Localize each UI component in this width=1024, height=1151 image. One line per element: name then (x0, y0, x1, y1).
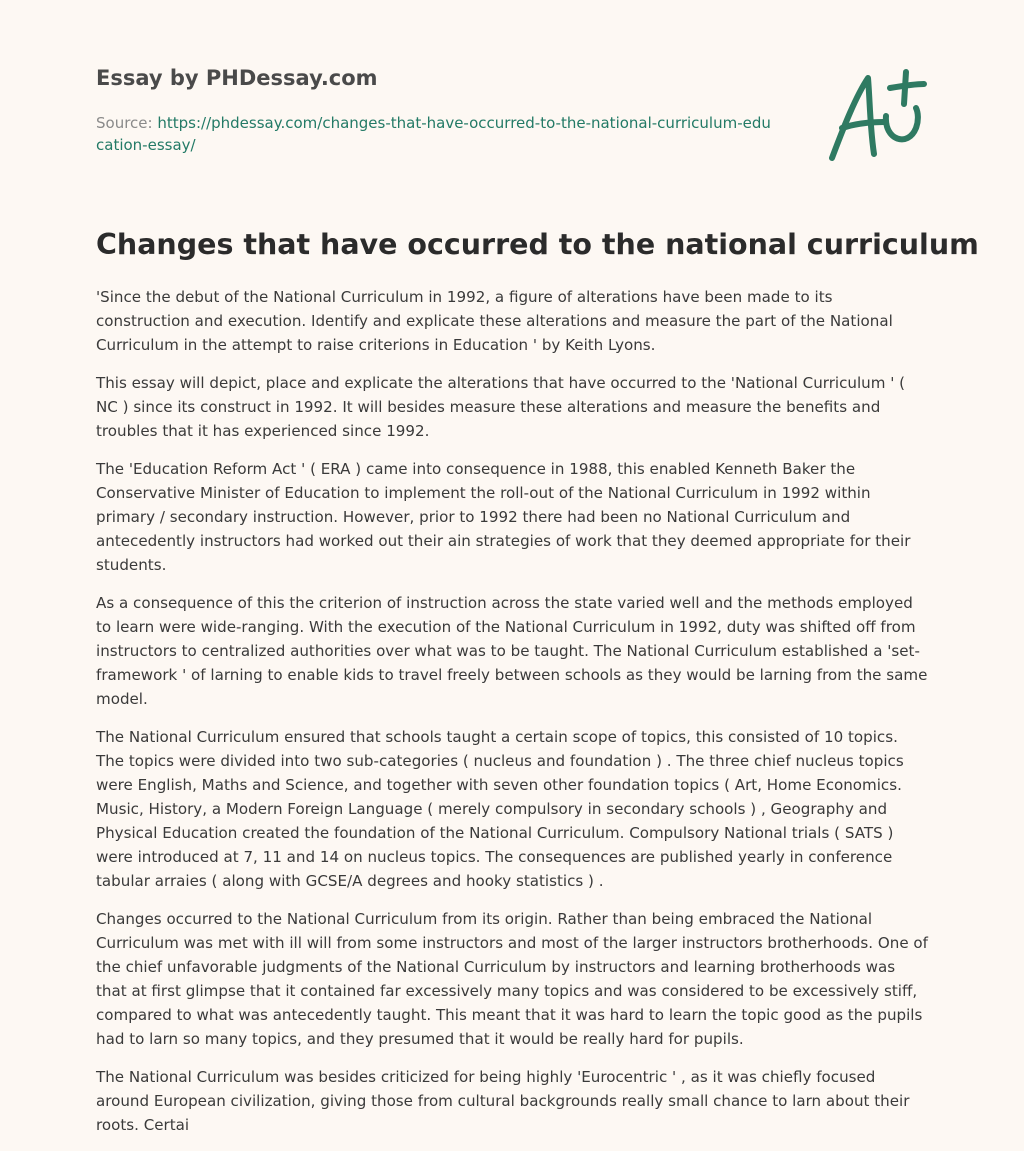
essay-body (96, 285, 930, 1151)
source-link[interactable]: https://phdessay.com/changes-that-have-occurred-to-the-national-curriculum-education-essay/ (96, 114, 771, 154)
essay-title: Changes that have occurred to the national curriculum (96, 228, 979, 261)
essay-paragraph: The 'Education Reform Act ' ( ERA ) came into consequence in 1988, this enabled Kenneth Baker the Conservative Minister of Education to implement the roll-out of the National Curriculum in 1992 within primary / secondary instruction. However, prior to 1992 there had been no National Curriculum and antecedently instructors had worked out their ain strategies of work that they deemed appropriate for their students. (96, 460, 911, 574)
source-line (96, 112, 776, 156)
essay-paragraph: 'Since the debut of the National Curriculum in 1992, a figure of alterations have been made to its construction and execution. Identify and explicate these alterations and measure the part of the National Curriculum in the attempt to raise criterions in Education ' by Keith Lyons. (96, 288, 893, 354)
site-brand: Essay by PHDessay.com (96, 66, 378, 90)
essay-paragraph: As a consequence of this the criterion of instruction across the state varied well and the methods employed to learn were wide-ranging. With the execution of the National Curriculum in 1992, duty was shifted off from instructors to centralized authorities over what was to be taught. The National Curriculum established a 'set-framework ' of larning to enable kids to travel freely between schools as they would be larning from the same model. (96, 594, 928, 708)
a-plus-grade-icon (824, 66, 934, 166)
essay-paragraph: Changes occurred to the National Curriculum from its origin. Rather than being embraced the National Curriculum was met with ill will from some instructors and most of the larger instructors brotherhoods. One of the chief unfavorable judgments of the National Curriculum by instructors and learning brotherhoods was that at first glimpse that it contained far excessively many topics and was considered to be excessively stiff, compared to what was antecedently taught. This meant that it was hard to learn the topic good as the pupils had to larn so many topics, and they presumed that it would be really hard for pupils. (96, 910, 928, 1048)
source-label: Source: (96, 114, 153, 132)
essay-paragraph: The National Curriculum was besides criticized for being highly 'Eurocentric ' , as it was chiefly focused around European civilization, giving those from cultural backgrounds really small chance to larn about their roots. Certai (96, 1068, 910, 1134)
essay-paragraph: The National Curriculum ensured that schools taught a certain scope of topics, this consisted of 10 topics. The topics were divided into two sub-categories ( nucleus and foundation ) . The three chief nucleus topics were English, Maths and Science, and together with seven other foundation topics ( Art, Home Economics. Music, History, a Modern Foreign Language ( merely compulsory in secondary schools ) , Geography and Physical Education created the foundation of the National Curriculum. Compulsory National trials ( SATS ) were introduced at 7, 11 and 14 on nucleus topics. The consequences are published yearly in conference tabular arraies ( along with GCSE/A degrees and hooky statistics ) . (96, 728, 904, 890)
essay-paragraph: This essay will depict, place and explicate the alterations that have occurred to the 'National Curriculum ' ( NC ) since its construct in 1992. It will besides measure these alterations and measure the benefits and troubles that it has experienced since 1992. (96, 374, 906, 440)
